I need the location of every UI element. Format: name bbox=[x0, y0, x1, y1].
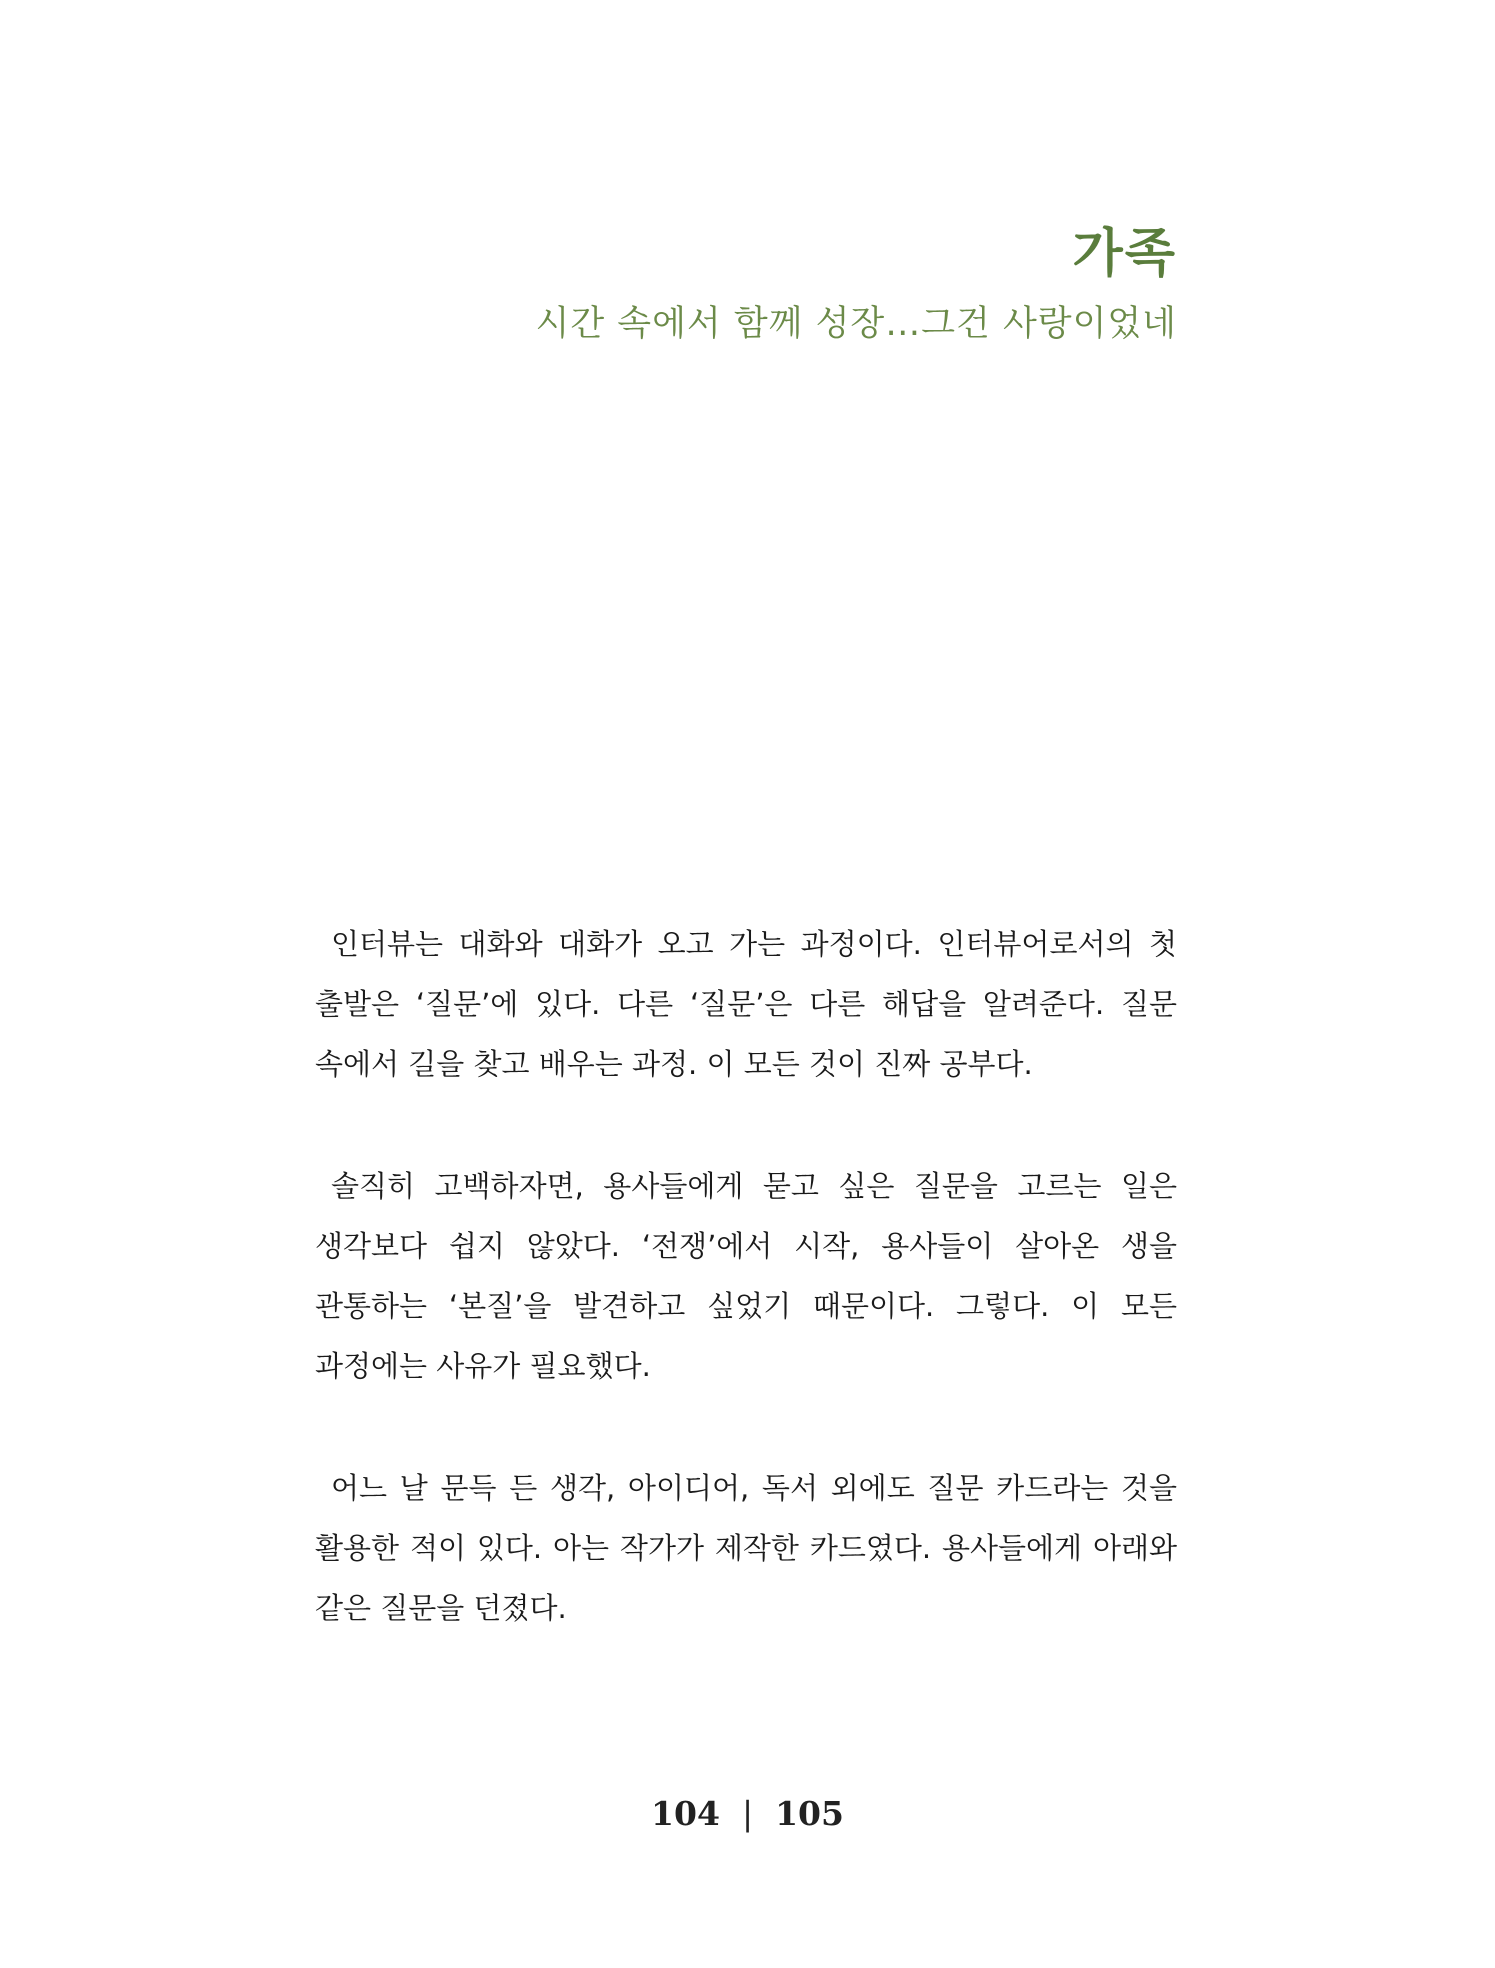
chapter-subtitle: 시간 속에서 함께 성장…그건 사랑이었네 bbox=[535, 304, 1177, 344]
page-numbers bbox=[0, 1794, 1495, 1833]
paragraph: 어느 날 문득 든 생각, 아이디어, 독서 외에도 질문 카드라는 것을 활용한 적이 있다. 아는 작가가 제작한 카드였다. 용사들에게 아래와 같은 질문을 던졌다. bbox=[315, 1471, 1177, 1625]
left-page-number: 104 bbox=[651, 1794, 720, 1833]
body-text bbox=[315, 914, 1177, 1700]
page-separator: | bbox=[741, 1794, 754, 1833]
right-page-number: 105 bbox=[775, 1794, 844, 1833]
chapter-heading bbox=[536, 222, 1177, 348]
chapter-title: 가족 bbox=[1072, 224, 1177, 284]
paragraph: 솔직히 고백하자면, 용사들에게 묻고 싶은 질문을 고르는 일은 생각보다 쉽지 않았다. ‘전쟁’에서 시작, 용사들이 살아온 생을 관통하는 ‘본질’을 발견하고 싶었기 때문이다. 그렇다. 이 모든 과정에는 사유가 필요했다. bbox=[315, 1169, 1177, 1383]
paragraph: 인터뷰는 대화와 대화가 오고 가는 과정이다. 인터뷰어로서의 첫 출발은 ‘질문’에 있다. 다른 ‘질문’은 다른 해답을 알려준다. 질문 속에서 길을 찾고 배우는 과정. 이 모든 것이 진짜 공부다. bbox=[315, 927, 1177, 1081]
